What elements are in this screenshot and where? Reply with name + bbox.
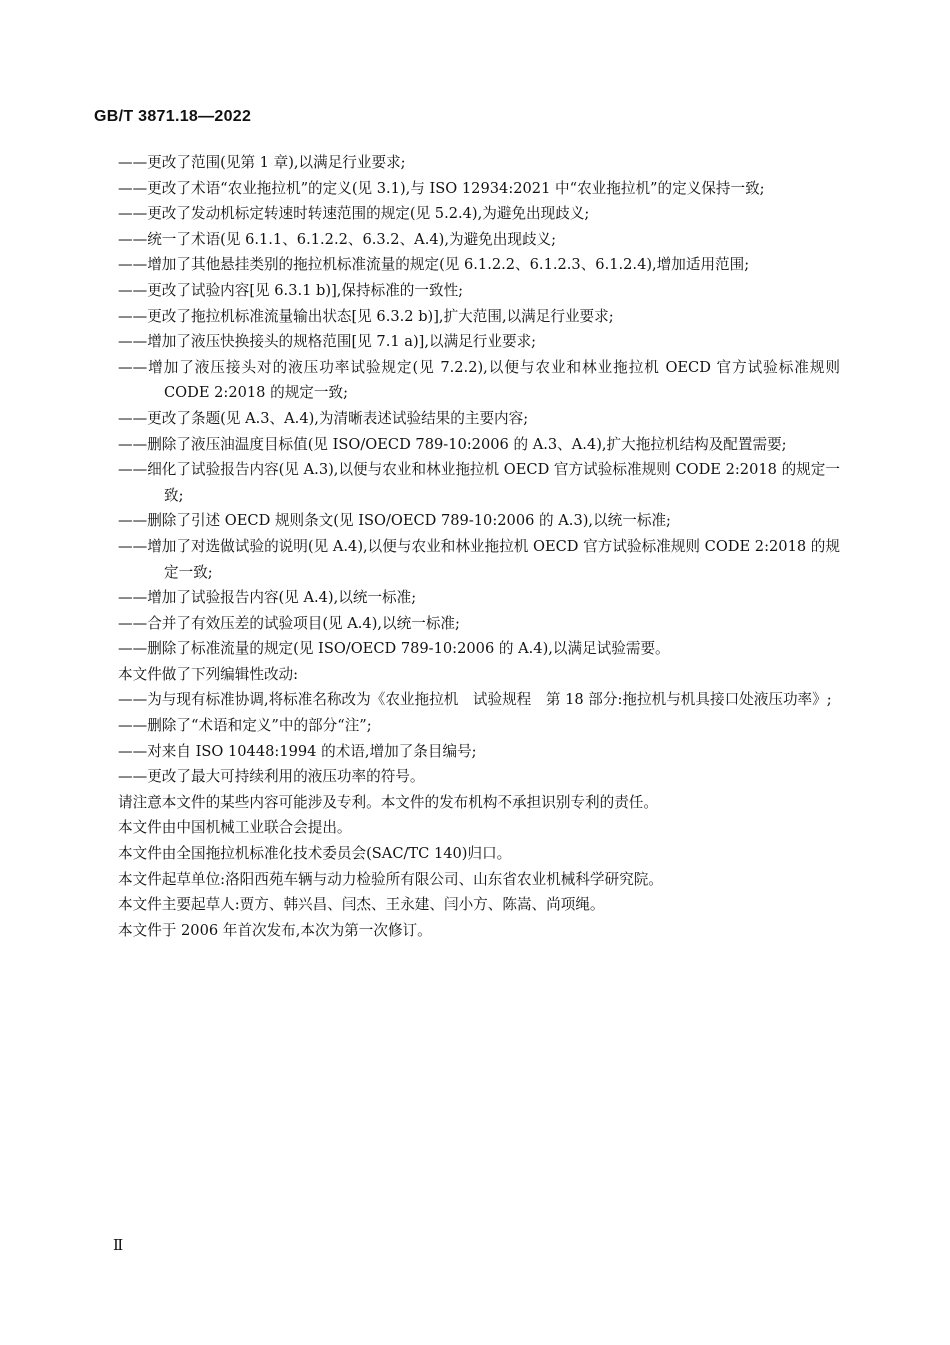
list-item: ——更改了最大可持续利用的液压功率的符号。 — [118, 768, 425, 786]
list-item: ——增加了液压快换接头的规格范围[见 7.1 a)],以满足行业要求; — [118, 333, 537, 351]
standard-code-header: GB/T 3871.18—2022 — [94, 108, 252, 125]
foreword-body — [118, 150, 840, 943]
list-item: ——细化了试验报告内容(见 A.3),以便与农业和林业拖拉机 OECD 官方试验标准规则 CODE 2:2018 的规定一致; — [118, 461, 840, 504]
list-item: ——删除了液压油温度目标值(见 ISO/OECD 789-10:2006 的 A.3、A.4),扩大拖拉机结构及配置需要; — [118, 435, 787, 453]
list-item: ——统一了术语(见 6.1.1、6.1.2.2、6.3.2、A.4),为避免出现歧义; — [118, 230, 557, 248]
list-item: ——更改了条题(见 A.3、A.4),为清晰表述试验结果的主要内容; — [118, 409, 529, 427]
list-item: ——更改了试验内容[见 6.3.1 b)],保持标准的一致性; — [118, 281, 464, 299]
list-item: ——增加了试验报告内容(见 A.4),以统一标准; — [118, 589, 417, 607]
list-item: ——为与现有标准协调,将标准名称改为《农业拖拉机 试验规程 第 18 部分:拖拉机与机具接口处液压功率》; — [118, 691, 832, 709]
list-item: ——增加了对选做试验的说明(见 A.4),以便与农业和林业拖拉机 OECD 官方试验标准规则 CODE 2:2018 的规定一致; — [118, 537, 840, 581]
patent-notice: 请注意本文件的某些内容可能涉及专利。本文件的发布机构不承担识别专利的责任。 — [118, 793, 658, 811]
drafters: 本文件主要起草人:贾方、韩兴昌、闫杰、王永建、闫小方、陈嵩、尚项绳。 — [118, 896, 605, 914]
publication-history: 本文件于 2006 年首次发布,本次为第一次修订。 — [118, 921, 432, 939]
closing-paragraphs — [118, 790, 840, 944]
list-item: ——对来自 ISO 10448:1994 的术语,增加了条目编号; — [118, 742, 477, 760]
list-item: ——更改了拖拉机标准流量输出状态[见 6.3.2 b)],扩大范围,以满足行业要求; — [118, 307, 614, 325]
proposer-statement: 本文件由中国机械工业联合会提出。 — [118, 819, 352, 837]
list-item: ——删除了“术语和定义”中的部分“注”; — [118, 717, 372, 735]
list-item: ——更改了发动机标定转速时转速范围的规定(见 5.2.4),为避免出现歧义; — [118, 205, 590, 223]
list-item: ——增加了液压接头对的液压功率试验规定(见 7.2.2),以便与农业和林业拖拉机 OECD 官方试验标准规则 CODE 2:2018 的规定一致; — [118, 358, 840, 402]
list-item: ——增加了其他悬挂类别的拖拉机标准流量的规定(见 6.1.2.2、6.1.2.3、6.1.2.4),增加适用范围; — [118, 256, 750, 274]
list-item: ——删除了引述 OECD 规则条文(见 ISO/OECD 789-10:2006 的 A.3),以统一标准; — [118, 512, 671, 530]
editorial-intro: 本文件做了下列编辑性改动: — [118, 665, 299, 683]
drafting-units: 本文件起草单位:洛阳西苑车辆与动力检验所有限公司、山东省农业机械科学研究院。 — [118, 870, 663, 888]
list-item: ——更改了范围(见第 1 章),以满足行业要求; — [118, 154, 406, 171]
editorial-changes-list — [118, 687, 840, 789]
page-number: Ⅱ — [113, 1236, 124, 1254]
list-item: ——合并了有效压差的试验项目(见 A.4),以统一标准; — [118, 614, 460, 632]
list-item: ——删除了标准流量的规定(见 ISO/OECD 789-10:2006 的 A.4),以满足试验需要。 — [118, 640, 670, 658]
list-item: ——更改了术语“农业拖拉机”的定义(见 3.1),与 ISO 12934:2021 中“农业拖拉机”的定义保持一致; — [118, 179, 765, 197]
committee-statement: 本文件由全国拖拉机标准化技术委员会(SAC/TC 140)归口。 — [118, 845, 512, 863]
technical-changes-list — [118, 150, 840, 662]
